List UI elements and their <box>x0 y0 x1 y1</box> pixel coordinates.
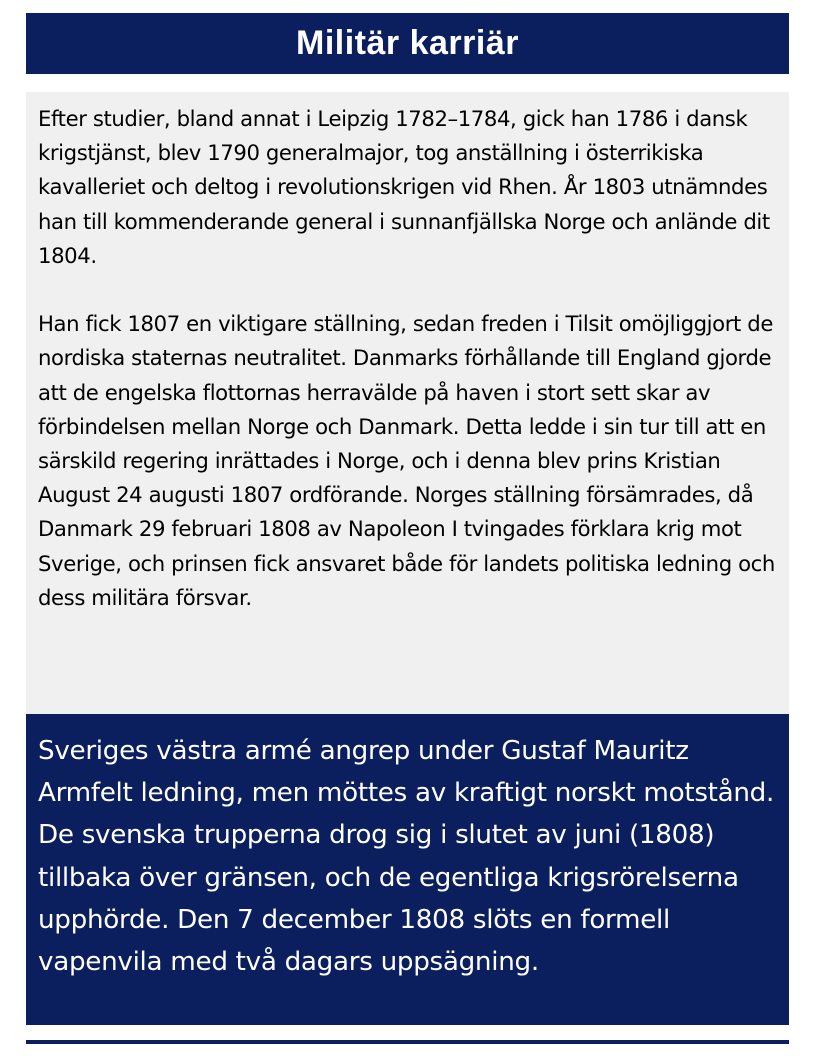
body-text-panel <box>26 92 789 714</box>
body-paragraph-1: Efter studier, bland annat i Leipzig 1782–1784, gick han 1786 i dansk krigstjänst, blev 1790 generalmajor, tog anställning i österrikiska kavalleriet och deltog i revolutionskrigen vid Rhen. År 1803 utnämndes han till kommenderande general i sunnanfjällska Norge och anlände dit 1804. <box>38 106 770 268</box>
body-paragraph-2: Han fick 1807 en viktigare ställning, sedan freden i Tilsit omöjliggjort de nordiska staternas neutralitet. Danmarks förhållande till England gjorde att de engelska flottornas herravälde på haven i stort sett skar av förbindelsen mellan Norge och Danmark. Detta ledde i sin tur till att en särskild regering inrättades i Norge, och i denna blev prins Kristian August 24 augusti 1807 ordförande. Norges ställning försämrades, då Danmark 29 februari 1808 av Napoleon I tvingades förklara krig mot Sverige, och prinsen fick ansvaret både för landets politiska ledning och dess militära försvar. <box>38 311 775 610</box>
bottom-divider <box>26 1040 789 1044</box>
title-banner <box>26 13 789 74</box>
highlight-panel <box>26 714 789 1025</box>
highlight-paragraph: Sveriges västra armé angrep under Gustaf Mauritz Armfelt ledning, men möttes av kraftigt norskt motstånd. De svenska trupperna drog sig i slutet av juni (1808) tillbaka över gränsen, och de egentliga krigsrörelserna upphörde. Den 7 december 1808 slöts en formell vapenvila med två dagars uppsägning. <box>38 736 775 978</box>
page-title: Militär karriär <box>296 24 519 62</box>
